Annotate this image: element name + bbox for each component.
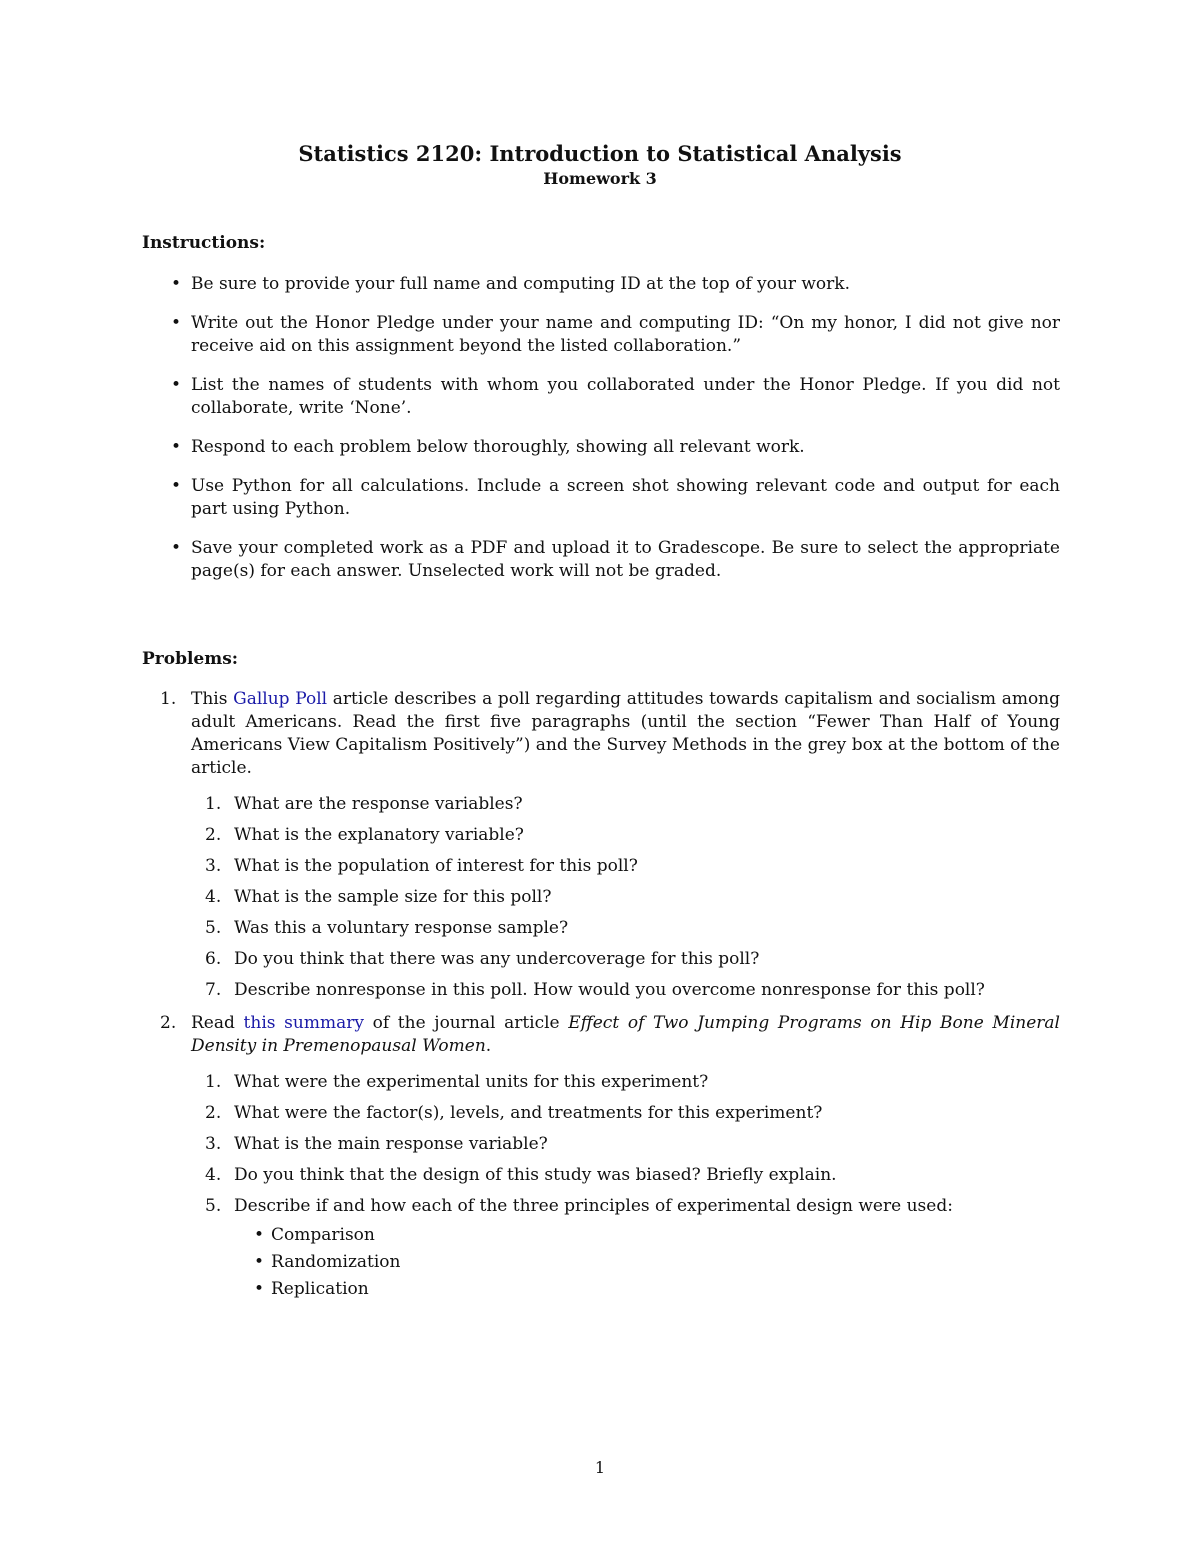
question-item: 3. What is the population of interest for this poll? bbox=[205, 856, 638, 876]
gallup-poll-link[interactable]: Gallup Poll bbox=[233, 689, 328, 709]
principles-list bbox=[234, 1224, 1060, 1301]
title-block bbox=[0, 141, 1200, 190]
instruction-item: • Use Python for all calculations. Include a screen shot showing relevant code and output for each part using Python. bbox=[171, 476, 1060, 519]
problems-heading: Problems: bbox=[142, 649, 239, 669]
instructions-list bbox=[142, 273, 1060, 583]
problem-2 bbox=[142, 1012, 1060, 1301]
question-item: 2. What is the explanatory variable? bbox=[205, 825, 524, 845]
instruction-item: • Respond to each problem below thoroughly, showing all relevant work. bbox=[171, 437, 805, 457]
question-item: 4. Do you think that the design of this study was biased? Briefly explain. bbox=[205, 1165, 837, 1185]
problem-1-text: This Gallup Poll article describes a poll regarding attitudes towards capitalism and socialism among adult Americans. Read the first five paragraphs (until the section “Fewer Than Half of Young Americans View Capitalism Positively”) and the Survey Methods in the grey box at the bottom of the article. bbox=[191, 689, 1061, 778]
question-item: 3. What is the main response variable? bbox=[205, 1134, 548, 1154]
bullet-icon: • bbox=[171, 538, 182, 558]
principle-item: • Comparison bbox=[254, 1225, 375, 1245]
bullet-icon: • bbox=[254, 1225, 265, 1245]
document-subtitle: Homework 3 bbox=[543, 169, 657, 188]
problem-1-questions bbox=[191, 793, 1060, 1002]
instructions-section bbox=[142, 273, 1060, 599]
instruction-item: • Write out the Honor Pledge under your name and computing ID: “On my honor, I did not give nor receive aid on this assignment beyond the listed collaboration.” bbox=[171, 313, 1060, 356]
problem-2-questions bbox=[191, 1071, 1060, 1301]
page-number: 1 bbox=[594, 1458, 606, 1477]
question-item: 6. Do you think that there was any undercoverage for this poll? bbox=[205, 949, 760, 969]
bullet-icon: • bbox=[254, 1279, 265, 1299]
instruction-item: • Save your completed work as a PDF and upload it to Gradescope. Be sure to select the appropriate page(s) for each answer. Unselected work will not be graded. bbox=[171, 538, 1060, 581]
problem-2-text: Read this summary of the journal article Effect of Two Jumping Programs on Hip Bone Mineral Density in Premenopausal Women. bbox=[191, 1013, 1060, 1056]
article-title: Effect of Two Jumping Programs on Hip Bone Mineral Density in Premenopausal Women bbox=[191, 1013, 1060, 1056]
problems-section bbox=[142, 688, 1060, 1309]
instructions-heading: Instructions: bbox=[142, 233, 266, 253]
question-item: 1. What are the response variables? bbox=[205, 794, 523, 814]
document-title: Statistics 2120: Introduction to Statistical Analysis bbox=[298, 141, 902, 166]
bullet-icon: • bbox=[254, 1252, 265, 1272]
bullet-icon: • bbox=[171, 313, 182, 333]
question-item: 7. Describe nonresponse in this poll. How would you overcome nonresponse for this poll? bbox=[205, 980, 985, 1000]
problems-list bbox=[142, 688, 1060, 1301]
principle-item: • Randomization bbox=[254, 1252, 401, 1272]
bullet-icon: • bbox=[171, 274, 182, 294]
question-item: 4. What is the sample size for this poll? bbox=[205, 887, 552, 907]
question-item: 2. What were the factor(s), levels, and treatments for this experiment? bbox=[205, 1103, 823, 1123]
instruction-item: • List the names of students with whom you collaborated under the Honor Pledge. If you did not collaborate, write ‘None’. bbox=[171, 375, 1060, 418]
problem-number: 2. bbox=[160, 1013, 177, 1033]
problem-1 bbox=[142, 688, 1060, 1002]
summary-link[interactable]: this summary bbox=[243, 1013, 364, 1033]
bullet-icon: • bbox=[171, 437, 182, 457]
instruction-item: • Be sure to provide your full name and computing ID at the top of your work. bbox=[171, 274, 850, 294]
bullet-icon: • bbox=[171, 476, 182, 496]
principle-item: • Replication bbox=[254, 1279, 369, 1299]
question-item: 1. What were the experimental units for this experiment? bbox=[205, 1072, 709, 1092]
question-item: 5. Describe if and how each of the three principles of experimental design were used: • Comparison • Randomization • Replication bbox=[191, 1195, 1060, 1301]
bullet-icon: • bbox=[171, 375, 182, 395]
question-item: 5. Was this a voluntary response sample? bbox=[205, 918, 569, 938]
problem-number: 1. bbox=[160, 689, 177, 709]
